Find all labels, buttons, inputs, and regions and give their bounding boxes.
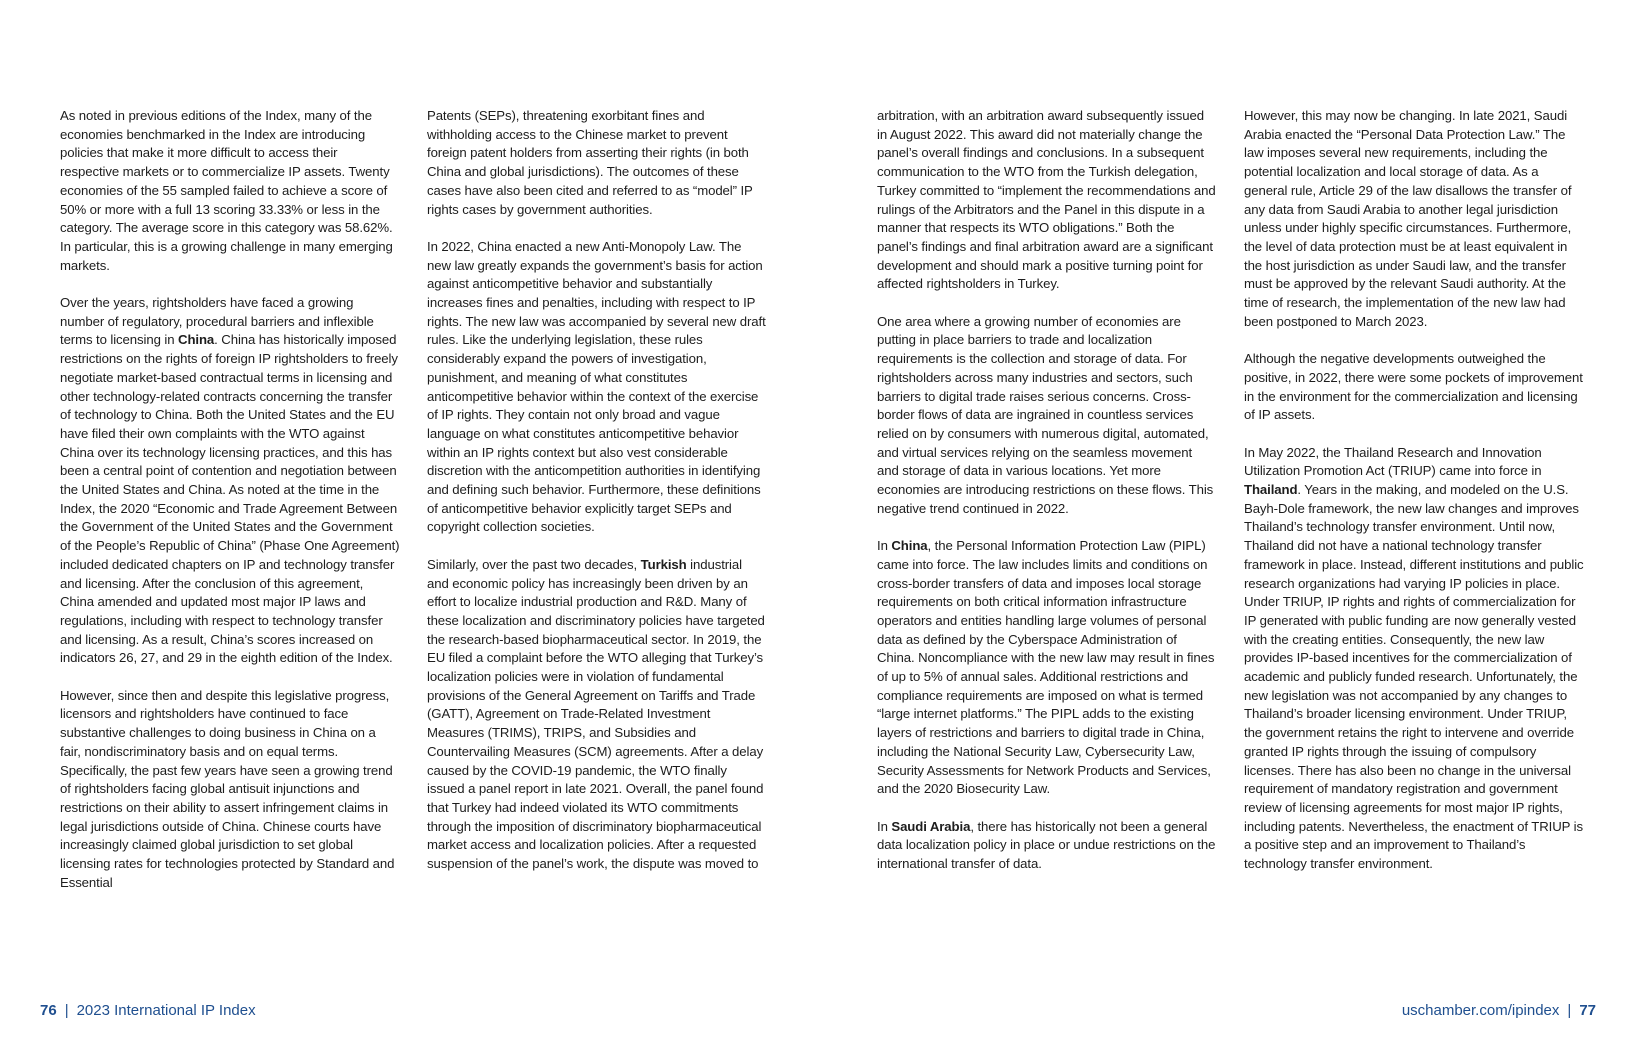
text-run: industrial and economic policy has increasingly been driven by an effort to localize industrial production and R&D. Many of these localization and discriminatory policies have targeted the research-based biopharmaceutical sector. In 2019, the EU filed a complaint before the WTO alleging that Turkey’s localization policies were in violation of fundamental provisions of the General Agreement on Tariffs and Trade (GATT), Agreement on Trade-Related Investment Measures (TRIMS), TRIPS, and Subsidies and Countervailing Measures (SCM) agreements. After a delay caused by the COVID-19 pandemic, the WTO finally issued a panel report in late 2021. Overall, the panel found that Turkey had indeed violated its WTO commitments through the imposition of discriminatory biopharmaceutical market access and localization policies. After a requested suspension of the panel’s work, the dispute was moved to <box>427 556 765 872</box>
paragraph <box>427 556 767 874</box>
paragraph: arbitration, with an arbitration award subsequently issued in August 2022. This award did not materially change the panel’s overall findings and conclusions. In a subsequent communication to the WTO from the Turkish delegation, Turkey committed to “implement the recommendations and rulings of the Arbitrators and the Panel in this dispute in a manner that respects its WTO obligations.” Both the panel’s findings and final arbitration award are a significant development and should mark a positive turning point for affected rightsholders in Turkey. <box>877 108 1216 292</box>
country-highlight-turkish: Turkish <box>640 556 687 572</box>
footer-separator: | <box>64 1002 69 1019</box>
country-highlight-china: China <box>891 538 928 554</box>
paragraph <box>877 818 1217 874</box>
paragraph: However, since then and despite this legislative progress, licensors and rightsholders have continued to face substantive challenges to doing business in China on a fair, nondiscriminatory basis and on equal terms. Specifically, the past few years have seen a growing trend of rightsholders facing global antisuit injunctions and restrictions on their ability to assert infringement claims in legal jurisdictions outside of China. Chinese courts have increasingly claimed global jurisdiction to set global licensing rates for technologies protected by Standard and Essential <box>60 687 395 890</box>
country-highlight-saudi-arabia: Saudi Arabia <box>891 818 971 834</box>
text-run: . China has historically imposed restrictions on the rights of foreign IP rightsholders to freely negotiate market-based contractual terms in licensing and other technology-related contracts concerning the transfer of technology to China. Both the United States and the EU have filed their own complaints with the WTO against China over its technology licensing practices, and this has been a central point of contention and negotiation between the United States and China. As noted at the time in the Index, the 2020 “Economic and Trade Agreement Between the Government of the United States and the Government of the People’s Republic of China” (Phase One Agreement) included dedicated chapters on IP and technology transfer and licensing. After the conclusion of this agreement, China amended and updated most major IP laws and regulations, including with respect to technology transfer and licensing. As a result, China’s scores increased on indicators 26, 27, and 29 in the eighth edition of the Index. <box>60 332 400 666</box>
paragraph: However, this may now be changing. In late 2021, Saudi Arabia enacted the “Personal Data Protection Law.” The law imposes several new requirements, including the potential localization and local storage of data. As a general rule, Article 29 of the law disallows the transfer of any data from Saudi Arabia to another legal jurisdiction unless under highly specific circumstances. Furthermore, the level of data protection must be at least equivalent in the host jurisdiction as under Saudi law, and the transfer must be approved by the relevant Saudi authority. At the time of research, the implementation of the new law had been postponed to March 2023. <box>1244 108 1572 329</box>
right-page-column-1 <box>877 107 1217 892</box>
paragraph: Patents (SEPs), threatening exorbitant fines and withholding access to the Chinese market to prevent foreign patent holders from asserting their rights (in both China and global jurisdictions). The outcomes of these cases have also been cited and referred to as “model” IP rights cases by government authorities. <box>427 108 753 217</box>
paragraph <box>1244 444 1584 874</box>
text-run: . Years in the making, and modeled on the U.S. Bayh-Dole framework, the new law changes and improves Thailand’s technology transfer environment. Until now, Thailand did not have a national technology transfer framework in place. Instead, different institutions and public research organizations had varying IP policies in place. Under TRIUP, IP rights and rights of commercialization for IP generated with public funding are now generally vested with the creating entities. Consequently, the new law provides IP-based incentives for the commercialization of academic and publicly funded research. Unfortunately, the new legislation was not accompanied by any changes to Thailand’s broader licensing environment. Under TRIUP, the government retains the right to intervene and override granted IP rights through the issuing of compulsory licenses. There has also been no change in the universal requirement of mandatory registration and government review of licensing agreements for most major IP rights, including patents. Nevertheless, the enactment of TRIUP is a positive step and an improvement to Thailand’s technology transfer environment. <box>1244 482 1584 872</box>
paragraph: Although the negative developments outweighed the positive, in 2022, there were some pockets of improvement in the environment for the commercialization and licensing of IP assets. <box>1244 351 1583 423</box>
paragraph: As noted in previous editions of the Index, many of the economies benchmarked in the Index are introducing policies that make it more difficult to access their respective markets or to commercialize IP assets. Twenty economies of the 55 sampled failed to achieve a score of 50% or more with a full 13 scoring 33.33% or less in the category. The average score in this category was 58.62%. In particular, this is a growing challenge in many emerging markets. <box>60 108 393 273</box>
running-title: 2023 International IP Index <box>76 1002 256 1019</box>
paragraph <box>60 294 400 668</box>
page-number: 77 <box>1579 1002 1596 1019</box>
country-highlight-china: China <box>178 332 215 348</box>
text-run: In <box>877 538 892 554</box>
text-run: , there has historically not been a general data localization policy in place or undue restrictions on the international transfer of data. <box>877 818 1216 872</box>
footer-separator: | <box>1567 1002 1572 1019</box>
right-page-column-2 <box>1244 107 1584 892</box>
paragraph: One area where a growing number of economies are putting in place barriers to trade and localization requirements is the collection and storage of data. For rightsholders across many industries and sectors, such barriers to digital trade raises serious concerns. Cross-border flows of data are ingrained in countless services relied on by consumers with numerous digital, automated, and virtual services relying on the seamless movement and storage of data in various locations. Yet more economies are introducing restrictions on these flows. This negative trend continued in 2022. <box>877 313 1214 516</box>
left-page-column-2 <box>427 107 767 892</box>
paragraph <box>877 537 1217 799</box>
right-page-footer <box>1402 1001 1596 1021</box>
footer-url-link[interactable]: uschamber.com/ipindex <box>1401 1002 1560 1019</box>
text-run: Similarly, over the past two decades, <box>427 556 641 572</box>
paragraph: In 2022, China enacted a new Anti-Monopoly Law. The new law greatly expands the government’s basis for action against anticompetitive behavior and substantially increases fines and penalties, including with respect to IP rights. The new law was accompanied by several new draft rules. Like the underlying legislation, these rules considerably expand the powers of investigation, punishment, and meaning of what constitutes anticompetitive behavior within the context of the exercise of IP rights. They contain not only broad and vague language on what constitutes anticompetitive behavior within an IP rights context but also vest considerable discretion with the anticompetition authorities in identifying and defining such behavior. Furthermore, these definitions of anticompetitive behavior explicitly target SEPs and copyright collection societies. <box>427 238 766 535</box>
text-run: In May 2022, the Thailand Research and Innovation Utilization Promotion Act (TRIUP) came into force in <box>1244 444 1542 479</box>
text-run: In <box>877 818 892 834</box>
text-run: Over the years, rightsholders have faced a growing number of regulatory, procedural barriers and inflexible terms to licensing in <box>60 295 374 348</box>
left-page-footer <box>40 1001 256 1021</box>
text-run: , the Personal Information Protection Law (PIPL) came into force. The law includes limits and conditions on cross-border transfers of data and imposes local storage requirements on both critical information infrastructure operators and entities handling large volumes of personal data as defined by the Cyberspace Administration of China. Noncompliance with the new law may result in fines of up to 5% of annual sales. Additional restrictions and compliance requirements are imposed on what is termed “large internet platforms.” The PIPL adds to the existing layers of restrictions and barriers to digital trade in China, including the National Security Law, Cybersecurity Law, Security Assessments for Network Products and Services, and the 2020 Biosecurity Law. <box>877 538 1215 797</box>
page-number: 76 <box>40 1002 57 1019</box>
country-highlight-thailand: Thailand <box>1244 482 1298 498</box>
left-page-column-1 <box>60 107 400 911</box>
